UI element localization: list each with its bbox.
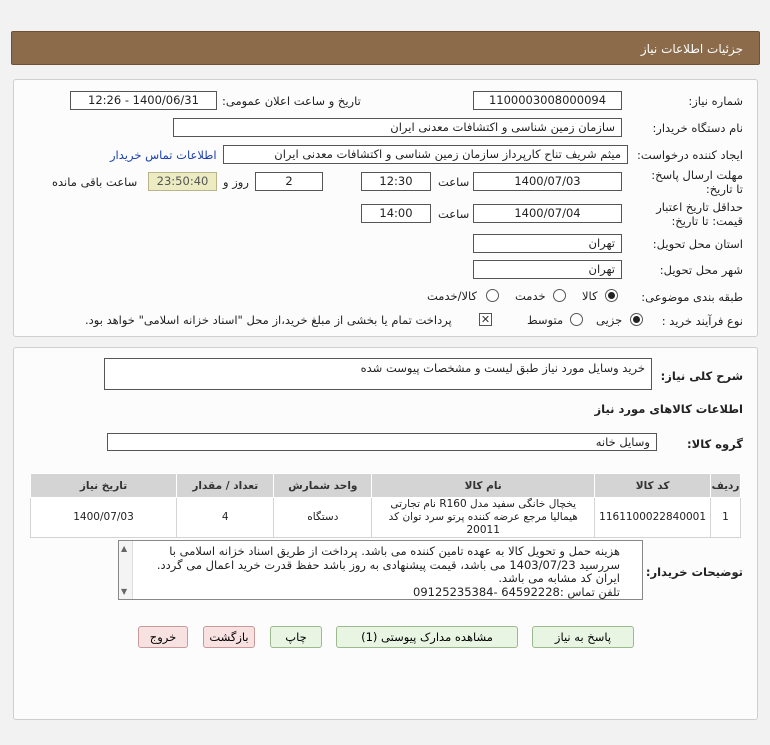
- general-desc-field: خرید وسایل مورد نیاز طبق لیست و مشخصات پیوست شده: [104, 358, 652, 390]
- day-and-label: روز و: [223, 175, 249, 189]
- goods-table: [30, 473, 741, 538]
- col-date-header: تاریخ نیاز: [31, 474, 177, 498]
- buyer-org-field: سازمان زمین شناسی و اکتشافات معدنی ایران: [173, 118, 622, 137]
- general-desc-label: شرح کلی نیاز:: [660, 369, 743, 383]
- notes-line: تلفن تماس :64592228 -09125235384: [413, 584, 620, 599]
- need-number-field: 1100003008000094: [473, 91, 622, 110]
- col-row-header: ردیف: [711, 474, 741, 498]
- reply-date-field: 1400/07/03: [473, 172, 622, 191]
- treasury-payment-checkbox[interactable]: ✕: [480, 313, 491, 326]
- back-button[interactable]: بازگشت: [203, 626, 255, 648]
- subject-goods-radio[interactable]: [605, 289, 618, 302]
- buyer-notes-label: توضیحات خریدار:: [645, 565, 743, 579]
- print-button[interactable]: چاپ: [270, 626, 322, 648]
- page-title: جزئیات اطلاعات نیاز: [11, 31, 760, 65]
- cell-name: یخچال خانگی سفید مدل R160 نام تجارتی هیمالیا مرجع عرضه کننده پرتو سرد توان کد 20011: [372, 498, 595, 538]
- goods-group-label: گروه کالا:: [687, 437, 743, 451]
- announce-datetime-label: تاریخ و ساعت اعلان عمومی:: [222, 94, 361, 108]
- cell-qty: 4: [177, 498, 274, 538]
- announce-datetime-field: 1400/06/31 - 12:26: [70, 91, 217, 110]
- purchase-type-label: نوع فرآیند خرید :: [661, 314, 743, 328]
- cell-unit: دستگاه: [274, 498, 372, 538]
- reply-deadline-label: مهلت ارسال پاسخ: تا تاریخ:: [651, 168, 743, 196]
- remaining-time-field: 23:50:40: [148, 172, 217, 191]
- subject-service-radio[interactable]: [553, 289, 566, 302]
- cell-row: 1: [711, 498, 741, 538]
- col-unit-header: واحد شمارش: [274, 474, 372, 498]
- subject-goods-service-label: کالا/خدمت: [427, 289, 478, 303]
- col-code-header: کد کالا: [595, 474, 711, 498]
- notes-line: ایران کد مشابه می باشد.: [498, 571, 620, 585]
- subject-goods-service-radio[interactable]: [486, 289, 499, 302]
- buyer-org-label: نام دستگاه خریدار:: [652, 121, 743, 135]
- reply-hour-field: 12:30: [361, 172, 431, 191]
- cell-date: 1400/07/03: [31, 498, 177, 538]
- goods-info-heading: اطلاعات کالاهای مورد نیاز: [594, 402, 743, 416]
- notes-line: سررسید 1403/07/23 می باشد، قیمت پیشنهادی به روز باشد حفظ قدرت خرید اعمال می گردد.: [156, 557, 620, 572]
- scroll-up-icon[interactable]: ▲: [121, 544, 128, 553]
- requester-field: میثم شریف تناح کارپرداز سازمان زمین شناسی و اکتشافات معدنی ایران: [223, 145, 628, 164]
- delivery-city-field: تهران: [473, 260, 622, 279]
- validity-hour-field: 14:00: [361, 204, 431, 223]
- col-qty-header: تعداد / مقدار: [177, 474, 274, 498]
- table-row[interactable]: [31, 498, 741, 538]
- reply-days-field: 2: [255, 172, 323, 191]
- subject-goods-label: کالا: [582, 289, 598, 303]
- validity-hour-label: ساعت: [438, 207, 470, 221]
- delivery-city-label: شهر محل تحویل:: [659, 263, 743, 277]
- reply-to-need-button[interactable]: پاسخ به نیاز: [532, 626, 634, 648]
- buyer-notes-box[interactable]: [118, 540, 643, 600]
- scroll-down-icon[interactable]: ▼: [121, 586, 128, 596]
- validity-date-field: 1400/07/04: [473, 204, 622, 223]
- purchase-minor-label: جزیی: [596, 313, 623, 327]
- reply-hour-label: ساعت: [438, 175, 470, 189]
- price-validity-label: حداقل تاریخ اعتبار قیمت: تا تاریخ:: [656, 200, 743, 228]
- subject-class-label: طبقه بندی موضوعی:: [641, 290, 743, 304]
- goods-group-field: وسایل خانه: [107, 433, 657, 451]
- col-name-header: نام کالا: [372, 474, 595, 498]
- treasury-payment-note: پرداخت تمام یا بخشی از مبلغ خرید،از محل "اسناد خزانه اسلامی" خواهد بود.: [85, 313, 452, 327]
- notes-line: هزینه حمل و تحویل کالا به عهده تامین کننده می باشد. پرداخت از طریق اسناد خزانه اسلامی با: [169, 544, 620, 558]
- purchase-minor-radio[interactable]: [630, 313, 643, 326]
- purchase-medium-radio[interactable]: [570, 313, 583, 326]
- delivery-province-field: تهران: [473, 234, 622, 253]
- delivery-province-label: استان محل تحویل:: [652, 237, 743, 251]
- subject-service-label: خدمت: [515, 289, 546, 303]
- cell-code: 1161100022840001: [595, 498, 711, 538]
- remaining-label: ساعت باقی مانده: [52, 175, 138, 189]
- view-attachments-button[interactable]: مشاهده مدارک پیوستی (1): [336, 626, 518, 648]
- requester-label: ایجاد کننده درخواست:: [637, 148, 743, 162]
- purchase-medium-label: متوسط: [527, 313, 564, 327]
- notes-scrollbar[interactable]: [119, 541, 133, 599]
- exit-button[interactable]: خروج: [138, 626, 188, 648]
- buyer-contact-link[interactable]: اطلاعات تماس خریدار: [110, 148, 217, 162]
- need-number-label: شماره نیاز:: [688, 94, 743, 108]
- table-header-row: [31, 474, 741, 498]
